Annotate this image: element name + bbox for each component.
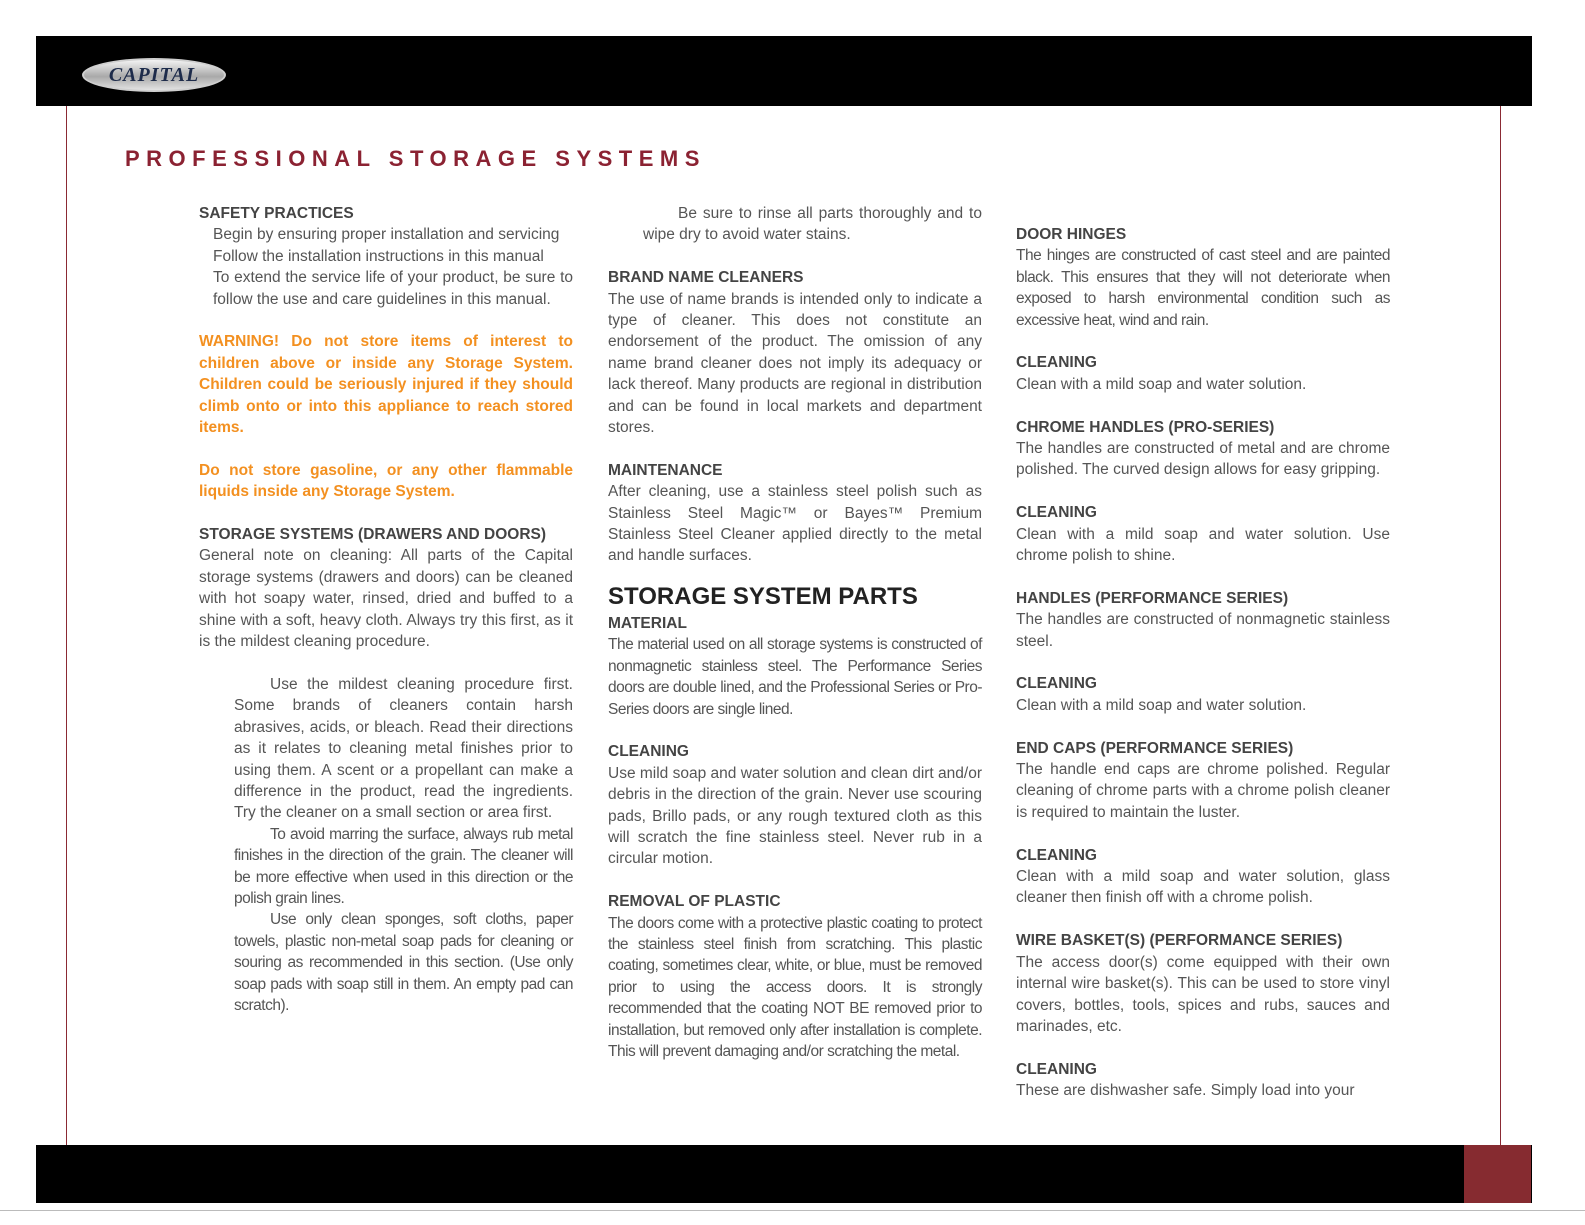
section-heading-material: MATERIAL <box>608 614 687 632</box>
wire-basket-body: The access door(s) come equipped with their own internal wire basket(s). This can be used to store vinyl covers, bottles, tools, spices and rubs, sauces and marinades, etc. <box>1016 953 1390 1035</box>
column-2 <box>608 203 982 1062</box>
cleaning-hinges-body: Clean with a mild soap and water solution. <box>1016 375 1307 393</box>
section-heading-safety: SAFETY PRACTICES <box>199 205 354 222</box>
footer-bar <box>36 1145 1532 1203</box>
maintenance-body: After cleaning, use a stainless steel polish such as Stainless Steel Magic™ or Bayes™ Premium Stainless Steel Cleaner applied directly to the metal and handle surfaces. <box>608 483 982 565</box>
rinse-note: Be sure to rinse all parts thoroughly and to wipe dry to avoid water stains. <box>643 205 982 244</box>
section-heading-brand-cleaners: BRAND NAME CLEANERS <box>608 269 804 287</box>
cleaning-tips <box>199 674 573 1017</box>
header-bar <box>36 36 1532 106</box>
hinges-body: The hinges are constructed of cast steel and are painted black. This ensures that they will not deteriorate when exposed to harsh environmental condition such as excessive heat, wind and rain. <box>1016 247 1390 329</box>
end-caps-body: The handle end caps are chrome polished. Regular cleaning of chrome parts with a chrome polish cleaner is required to maintain the luster. <box>1016 761 1390 821</box>
cleaning-end-caps-body: Clean with a mild soap and water solution, glass cleaner then finish off with a chrome polish. <box>1016 868 1390 907</box>
cleaning-tip-1: Use the mildest cleaning procedure first. Some brands of cleaners contain harsh abrasives, acids, or bleach. Read their directions as it relates to cleaning metal finishes prior to using them. A scent or a propellant can make a difference in the product, read the ingredients. Try the cleaner on a small section or area first. <box>234 675 573 822</box>
column-3 <box>1016 224 1390 1102</box>
section-heading-end-caps: END CAPS (PERFORMANCE SERIES) <box>1016 739 1294 757</box>
section-heading-cleaning-handles: CLEANING <box>1016 675 1097 693</box>
cleaning-body: Use mild soap and water solution and clean dirt and/or debris in the direction of the grain. Never use scouring pads, Brillo pads, or any rough textured cloth as this will scratch the fine stainless steel. Never rub in a circular motion. <box>608 764 982 868</box>
safety-item-1: Begin by ensuring proper installation and servicing <box>213 226 560 244</box>
warning-children: WARNING! Do not store items of interest to children above or inside any Storage System. Children could be seriously injured if they should climb onto or into this appliance to reach stored items. <box>199 333 573 437</box>
section-heading-handles-performance: HANDLES (PERFORMANCE SERIES) <box>1016 589 1289 607</box>
safety-item-3: To extend the service life of your product, be sure to follow the use and care guidelines in this manual. <box>213 269 573 308</box>
cleaning-handles-body: Clean with a mild soap and water solution. <box>1016 696 1307 714</box>
section-heading-door-hinges: DOOR HINGES <box>1016 226 1127 243</box>
material-body: The material used on all storage systems is constructed of nonmagnetic stainless steel. The Performance Series doors are double lined, and the Professional Series or Pro-Series doors are single lined. <box>608 636 982 718</box>
warning-flammable: Do not store gasoline, or any other flammable liquids inside any Storage System. <box>199 461 573 501</box>
section-heading-cleaning-end-caps: CLEANING <box>1016 846 1097 864</box>
handles-performance-body: The handles are constructed of nonmagnetic stainless steel. <box>1016 611 1390 650</box>
section-heading-storage-parts: STORAGE SYSTEM PARTS <box>608 582 918 610</box>
capital-logo: CAPITAL <box>82 58 226 92</box>
left-margin-rule <box>66 106 67 1146</box>
cleaning-chrome-body: Clean with a mild soap and water solution. Use chrome polish to shine. <box>1016 525 1390 565</box>
cleaning-tip-3: Use only clean sponges, soft cloths, paper towels, plastic non-metal soap pads for cleaning or souring as recommended in this section. (Use only soap pads with soap still in them. An empty pad can scratch). <box>234 911 573 1014</box>
plastic-body: The doors come with a protective plastic coating to protect the stainless steel finish from scratching. This plastic coating, sometimes clear, white, or blue, must be removed prior to using the access doors. It is strongly recommended that the coating NOT BE removed prior to installation, but removed only after installation is complete. This will prevent damaging and/or scratching the metal. <box>608 914 982 1060</box>
page-baseline <box>0 1210 1585 1211</box>
column-1 <box>199 203 573 1016</box>
section-heading-maintenance: MAINTENANCE <box>608 461 723 479</box>
chrome-handles-body: The handles are constructed of metal and are chrome polished. The curved design allows for easy gripping. <box>1016 440 1390 479</box>
section-heading-cleaning: CLEANING <box>608 743 689 761</box>
section-heading-chrome-handles: CHROME HANDLES (PRO-SERIES) <box>1016 418 1275 436</box>
section-heading-cleaning-basket: CLEANING <box>1016 1060 1097 1078</box>
section-heading-wire-basket: WIRE BASKET(S) (PERFORMANCE SERIES) <box>1016 932 1343 950</box>
page-title: PROFESSIONAL STORAGE SYSTEMS <box>125 146 706 171</box>
right-margin-rule <box>1500 106 1501 1146</box>
cleaning-basket-body: These are dishwasher safe. Simply load into your <box>1016 1082 1355 1100</box>
footer-page-tab <box>1464 1145 1531 1203</box>
section-heading-cleaning-hinges: CLEANING <box>1016 354 1097 372</box>
cleaning-tip-2: To avoid marring the surface, always rub metal finishes in the direction of the grain. The cleaner will be more effective when used in this direction or the polish grain lines. <box>234 825 573 907</box>
storage-body: General note on cleaning: All parts of the Capital storage systems (drawers and doors) can be cleaned with hot soapy water, rinsed, dried and buffed to a shine with a soft, heavy cloth. Always try this first, as it is the mildest cleaning procedure. <box>199 547 573 651</box>
section-heading-removal-of-plastic: REMOVAL OF PLASTIC <box>608 893 781 911</box>
section-heading-cleaning-chrome: CLEANING <box>1016 504 1097 522</box>
brand-body: The use of name brands is intended only to indicate a type of cleaner. This does not constitute an endorsement of the product. The omission of any name brand cleaner does not imply its adequacy or lack thereof. Many products are regional in distribution and can be found in local markets and department stores. <box>608 290 982 437</box>
section-heading-storage-systems: STORAGE SYSTEMS (DRAWERS AND DOORS) <box>199 526 547 544</box>
safety-item-2: Follow the installation instructions in this manual <box>213 247 544 265</box>
